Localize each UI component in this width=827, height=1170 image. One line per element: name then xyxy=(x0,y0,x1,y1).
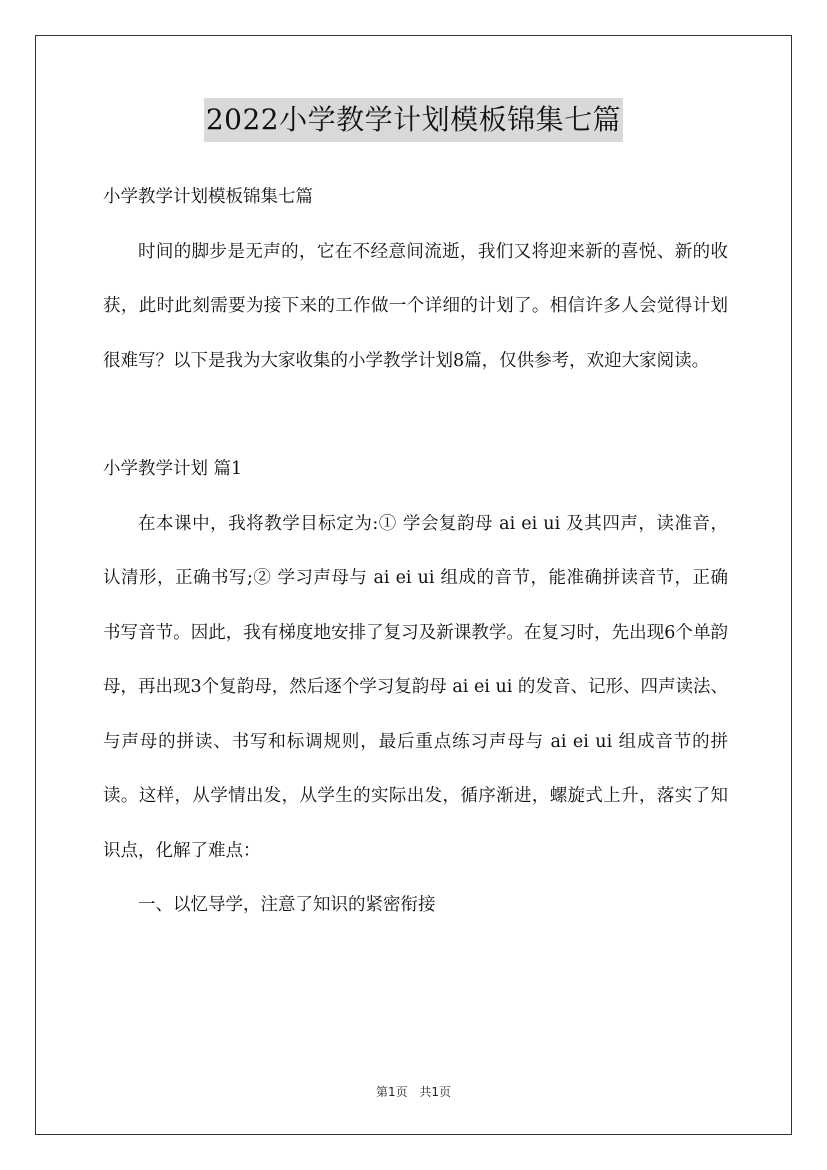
document-subtitle: 小学教学计划模板锦集七篇 xyxy=(103,187,313,207)
page-footer xyxy=(0,1083,827,1100)
title-container xyxy=(0,98,827,142)
page-total: 共1页 xyxy=(419,1085,452,1099)
section-heading: 小学教学计划 篇1 xyxy=(103,459,243,479)
document-body xyxy=(103,170,728,933)
section-paragraph: 在本课中，我将教学目标定为:① 学会复韵母 ai ei ui 及其四声，读准音，认清形，正确书写;② 学习声母与 ai ei ui 组成的音节，能准确拼读音节，正确书写音节。因此，我有梯度地安排了复习及新课教学。在复习时，先出现6个单韵母，再出现3个复韵母，然后逐个学习复韵母 ai ei ui 的发音、记形、四声读法、与声母的拼读、书写和标调规则，最后重点练习声母与 ai ei ui 组成音节的拼读。这样，从学情出发，从学生的实际出发，循序渐进，螺旋式上升，落实了知识点，化解了难点： xyxy=(103,513,728,861)
spacer xyxy=(103,388,728,442)
intro-paragraph: 时间的脚步是无声的，它在不经意间流逝，我们又将迎来新的喜悦、新的收获，此时此刻需要为接下来的工作做一个详细的计划了。相信许多人会觉得计划很难写？以下是我为大家收集的小学教学计划8篇，仅供参考，欢迎大家阅读。 xyxy=(103,241,728,371)
point-one-paragraph: 一、以忆导学，注意了知识的紧密衔接 xyxy=(138,895,436,915)
page-number: 第1页 xyxy=(375,1085,408,1099)
document-title: 2022小学教学计划模板锦集七篇 xyxy=(204,98,623,142)
